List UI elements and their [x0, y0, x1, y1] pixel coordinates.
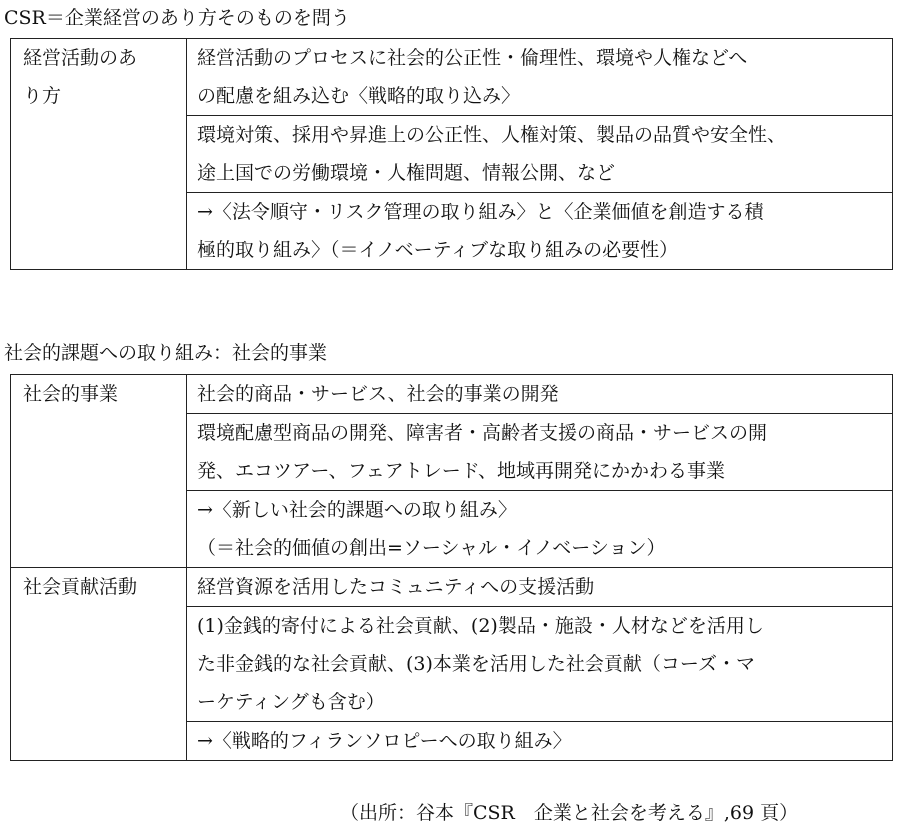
content-cell: [187, 39, 893, 116]
cell-text: （＝社会的価値の創出=ソーシャル・イノベーション）: [197, 537, 666, 559]
table-row: [11, 568, 893, 607]
label-line: 社会貢献活動: [23, 576, 138, 598]
csr-management-table: [10, 38, 893, 270]
content-cell: [187, 193, 893, 270]
cell-text: 社会的商品・サービス、社会的事業の開発: [197, 383, 559, 405]
section2-title: 社会的課題への取り組み：社会的事業: [4, 342, 328, 364]
cell-text: 途上国での労働環境・人権問題、情報公開、など: [197, 162, 616, 184]
label-line: 社会的事業: [23, 383, 119, 405]
cell-text: 経営資源を活用したコミュニティへの支援活動: [197, 576, 595, 598]
cell-text: (1)金銭的寄付による社会貢献、(2)製品・施設・人材などを活用し: [197, 615, 764, 637]
cell-text: 発、エコツアー、フェアトレード、地域再開発にかかわる事業: [197, 460, 726, 482]
label-line: り方: [23, 85, 62, 107]
content-cell: [187, 116, 893, 193]
section1-title: CSR＝企業経営のあり方そのものを問う: [4, 7, 350, 29]
cell-text: 環境配慮型商品の開発、障害者・高齢者支援の商品・サービスの開: [197, 422, 768, 444]
table-row: [11, 39, 893, 116]
content-cell: [187, 607, 893, 722]
content-cell: [187, 568, 893, 607]
cell-text: →〈新しい社会的課題への取り組み〉: [197, 499, 517, 521]
row-label-management: [11, 39, 187, 270]
row-label-social-contribution: [11, 568, 187, 761]
content-cell: [187, 414, 893, 491]
cell-text: →〈戦略的フィランソロピーへの取り組み〉: [197, 730, 572, 752]
table-row: [11, 375, 893, 414]
social-business-table: [10, 374, 893, 761]
label-line: 経営活動のあ: [23, 47, 138, 69]
content-cell: [187, 375, 893, 414]
cell-text: 環境対策、採用や昇進上の公正性、人権対策、製品の品質や安全性、: [197, 124, 787, 146]
cell-text: 極的取り組み〉（＝イノベーティブな取り組みの必要性）: [197, 239, 679, 261]
cell-text: 経営活動のプロセスに社会的公正性・倫理性、環境や人権などへ: [197, 47, 748, 69]
content-cell: [187, 491, 893, 568]
cell-text: ーケティングも含む）: [197, 691, 385, 713]
content-cell: [187, 722, 893, 761]
source-citation: （出所：谷本『CSR 企業と社会を考える』,69 頁）: [340, 802, 799, 824]
cell-text: の配慮を組み込む〈戦略的取り込み〉: [197, 85, 521, 107]
cell-text: た非金銭的な社会貢献、(3)本業を活用した社会貢献（コーズ・マ: [197, 653, 755, 675]
row-label-social-business: [11, 375, 187, 568]
cell-text: →〈法令順守・リスク管理の取り組み〉と〈企業価値を創造する積: [197, 201, 764, 223]
